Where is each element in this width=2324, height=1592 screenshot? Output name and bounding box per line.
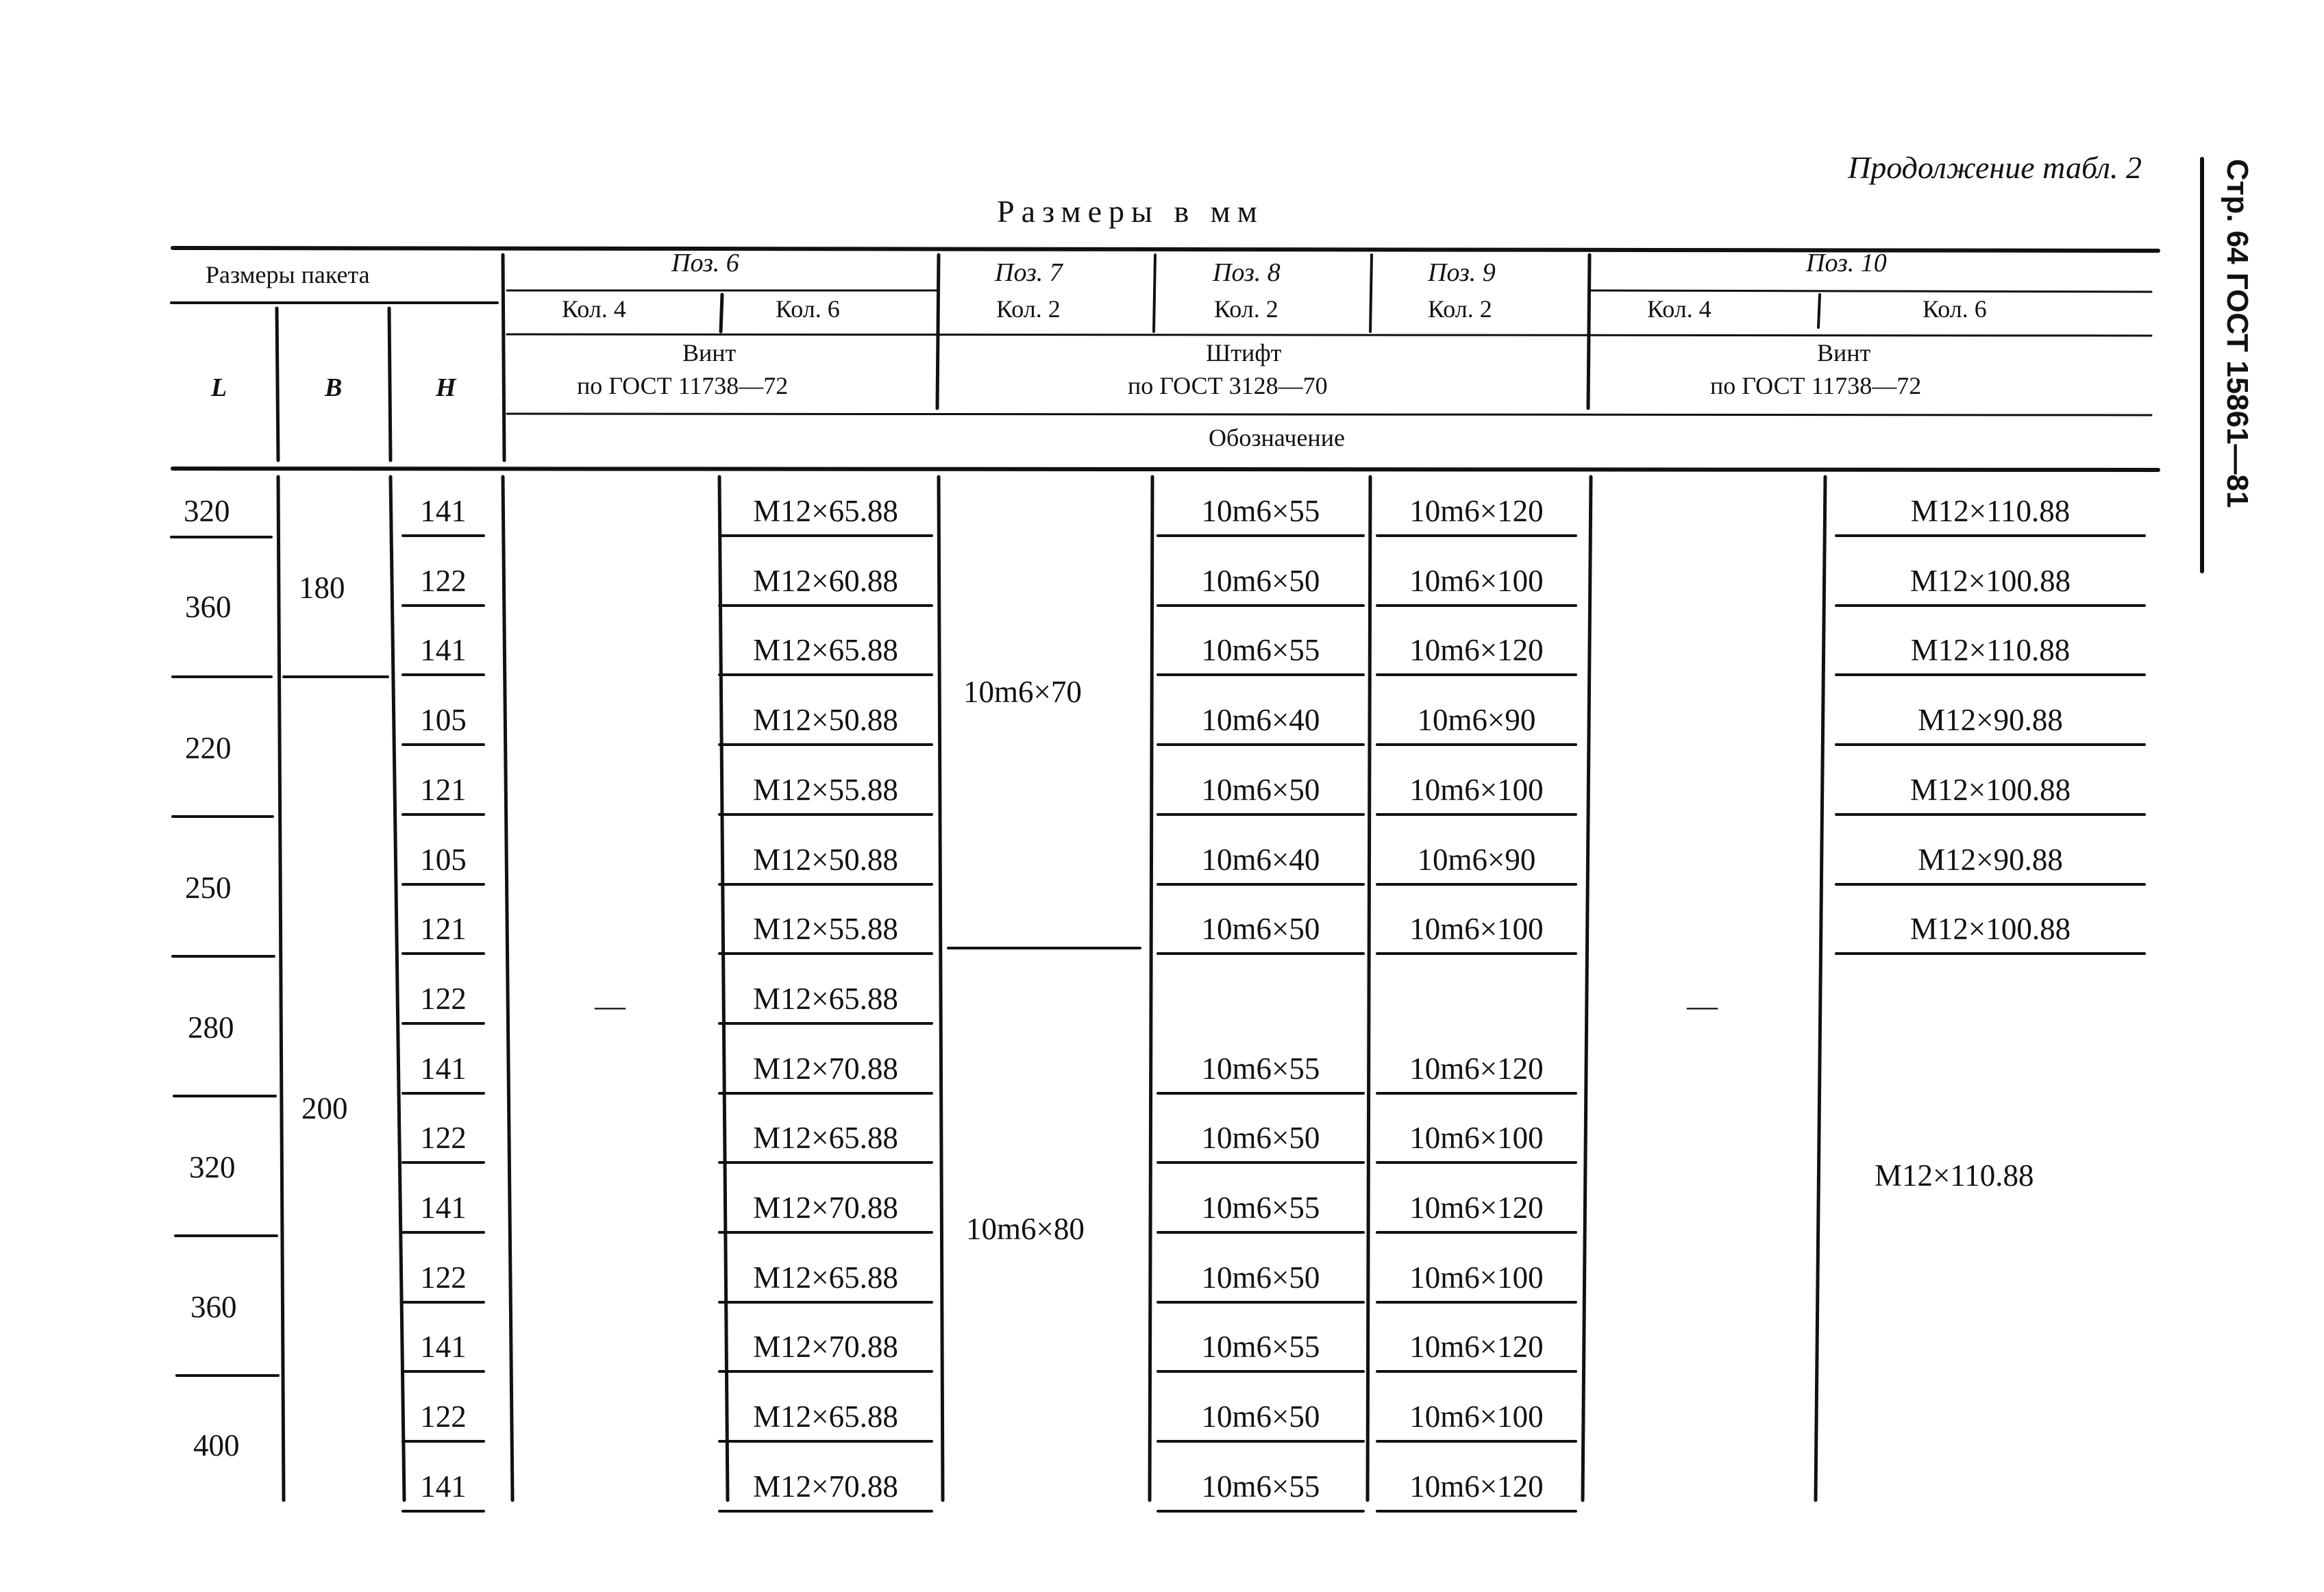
- pos8-cell: 10m6×55: [1201, 1191, 1320, 1225]
- pos8-cell: 10m6×50: [1201, 1121, 1320, 1155]
- pos6-kol6-cell: M12×70.88: [753, 1330, 898, 1364]
- pos6-kol4-dash: —: [595, 988, 626, 1023]
- H-cell: 122: [420, 1121, 467, 1155]
- pos9-cell: 10m6×100: [1409, 1260, 1544, 1295]
- pos10-kol6-cell: M12×110.88: [1910, 633, 2070, 667]
- H-cell: 122: [420, 982, 467, 1016]
- H-cell: 141: [420, 1330, 467, 1364]
- units-note: Размеры в мм: [997, 194, 1264, 229]
- header-pos10-kol6: Кол. 6: [1923, 295, 1987, 323]
- pos6-kol6-cell: M12×65.88: [753, 494, 898, 528]
- header-col-B: B: [325, 373, 343, 402]
- pos10-kol4-dash: —: [1687, 988, 1718, 1023]
- pos8-cell: 10m6×40: [1201, 843, 1320, 877]
- pos6-kol6-cell: M12×50.88: [753, 703, 898, 737]
- L-cell: 220: [185, 731, 232, 765]
- pos10-kol6-cell: M12×100.88: [1909, 564, 2071, 598]
- pos8-cell: 10m6×50: [1201, 773, 1320, 807]
- pos6-kol6-cell: M12×70.88: [753, 1469, 898, 1504]
- H-cell: 105: [420, 843, 467, 877]
- header-pos7-kol2: Кол. 2: [996, 295, 1061, 323]
- pos6-kol6-cell: M12×65.88: [753, 1121, 898, 1155]
- pos9-cell: 10m6×100: [1409, 773, 1544, 807]
- pos6-kol6-cell: M12×70.88: [753, 1052, 898, 1086]
- H-cell: 141: [420, 1191, 467, 1225]
- header-pos6: Поз. 6: [671, 249, 739, 277]
- L-cell: 250: [185, 871, 232, 905]
- H-cell: 121: [420, 773, 467, 807]
- pos6-kol6-cell: M12×65.88: [753, 1260, 898, 1295]
- header-pin-std: по ГОСТ 3128—70: [1128, 372, 1328, 399]
- table-continuation-caption: Продолжение табл. 2: [1848, 150, 2142, 185]
- header-screw-right-std: по ГОСТ 11738—72: [1710, 372, 1922, 399]
- header-pos6-kol6: Кол. 6: [776, 295, 840, 323]
- pos8-cell: 10m6×50: [1201, 912, 1320, 946]
- header-screw-left: Винт: [682, 339, 737, 366]
- header-pos9: Поз. 9: [1428, 258, 1496, 287]
- pos6-kol6-cell: M12×55.88: [753, 912, 898, 946]
- pos9-cell: 10m6×100: [1409, 564, 1544, 598]
- header-screw-left-std: по ГОСТ 11738—72: [577, 372, 789, 399]
- header-pos10: Поз. 10: [1806, 249, 1887, 277]
- B-cell: 200: [301, 1091, 348, 1125]
- header-pos10-kol4: Кол. 4: [1647, 295, 1711, 323]
- page-side-label: Стр. 64 ГОСТ 15861—81: [2221, 159, 2254, 508]
- header-pos6-kol4: Кол. 4: [562, 295, 626, 323]
- pos9-cell: 10m6×120: [1409, 494, 1544, 528]
- H-cell: 141: [420, 1469, 467, 1504]
- pos6-kol6-cell: M12×55.88: [753, 773, 898, 807]
- pos9-cell: 10m6×120: [1409, 633, 1544, 667]
- header-col-L: L: [211, 373, 227, 402]
- H-cell: 141: [420, 633, 467, 667]
- pos9-cell: 10m6×120: [1409, 1330, 1544, 1364]
- header-pin: Штифт: [1206, 339, 1282, 366]
- header-screw-right: Винт: [1817, 339, 1871, 366]
- header-package-sizes: Размеры пакета: [206, 261, 370, 288]
- pos10-kol6-cell: M12×100.88: [1909, 912, 2071, 946]
- pos10-merged-cell: M12×110.88: [1875, 1158, 2034, 1193]
- pos9-cell: 10m6×100: [1409, 1400, 1544, 1434]
- B-cell: 180: [299, 571, 345, 605]
- header-pos8: Поз. 8: [1213, 258, 1281, 287]
- header-col-H: H: [436, 373, 456, 402]
- pos8-cell: 10m6×50: [1201, 1260, 1320, 1295]
- pos6-kol6-cell: M12×50.88: [753, 843, 898, 877]
- H-cell: 121: [420, 912, 467, 946]
- pos8-cell: 10m6×40: [1201, 703, 1320, 737]
- L-cell: 360: [190, 1290, 237, 1324]
- H-cell: 105: [420, 703, 467, 737]
- H-cell: 122: [420, 1260, 467, 1295]
- L-cell: 360: [185, 590, 232, 624]
- header-designation: Обозначение: [1209, 424, 1345, 451]
- pos9-cell: 10m6×100: [1409, 1121, 1544, 1155]
- pos9-cell: 10m6×90: [1417, 703, 1536, 737]
- pos9-cell: 10m6×100: [1409, 912, 1544, 946]
- pos6-kol6-cell: M12×65.88: [753, 1400, 898, 1434]
- pos10-kol6-cell: M12×90.88: [1918, 843, 2063, 877]
- pos7-cell: 10m6×80: [966, 1212, 1085, 1246]
- pos9-cell: 10m6×120: [1409, 1052, 1544, 1086]
- pos10-kol6-cell: M12×110.88: [1910, 494, 2070, 528]
- header-pos9-kol2: Кол. 2: [1428, 295, 1492, 323]
- pos10-kol6-cell: M12×100.88: [1909, 773, 2071, 807]
- pos7-cell: 10m6×70: [963, 675, 1082, 709]
- pos9-cell: 10m6×120: [1409, 1469, 1544, 1504]
- pos8-cell: 10m6×50: [1201, 564, 1320, 598]
- H-cell: 141: [420, 494, 467, 528]
- pos8-cell: 10m6×50: [1201, 1400, 1320, 1434]
- pos6-kol6-cell: M12×70.88: [753, 1191, 898, 1225]
- pos8-cell: 10m6×55: [1201, 1330, 1320, 1364]
- L-cell: 280: [188, 1010, 234, 1045]
- L-cell: 320: [189, 1150, 236, 1184]
- pos8-cell: 10m6×55: [1201, 633, 1320, 667]
- L-cell: 400: [193, 1428, 240, 1463]
- H-cell: 122: [420, 1400, 467, 1434]
- H-cell: 122: [420, 564, 467, 598]
- pos8-cell: 10m6×55: [1201, 1052, 1320, 1086]
- pos9-cell: 10m6×90: [1417, 843, 1536, 877]
- header-pos7: Поз. 7: [995, 258, 1063, 287]
- pos10-kol6-cell: M12×90.88: [1918, 703, 2063, 737]
- L-cell: 320: [184, 494, 230, 528]
- pos6-kol6-cell: M12×60.88: [753, 564, 898, 598]
- pos6-kol6-cell: M12×65.88: [753, 982, 898, 1016]
- pos9-cell: 10m6×120: [1409, 1191, 1544, 1225]
- pos6-kol6-cell: M12×65.88: [753, 633, 898, 667]
- header-pos8-kol2: Кол. 2: [1214, 295, 1278, 323]
- H-cell: 141: [420, 1052, 467, 1086]
- pos8-cell: 10m6×55: [1201, 494, 1320, 528]
- pos8-cell: 10m6×55: [1201, 1469, 1320, 1504]
